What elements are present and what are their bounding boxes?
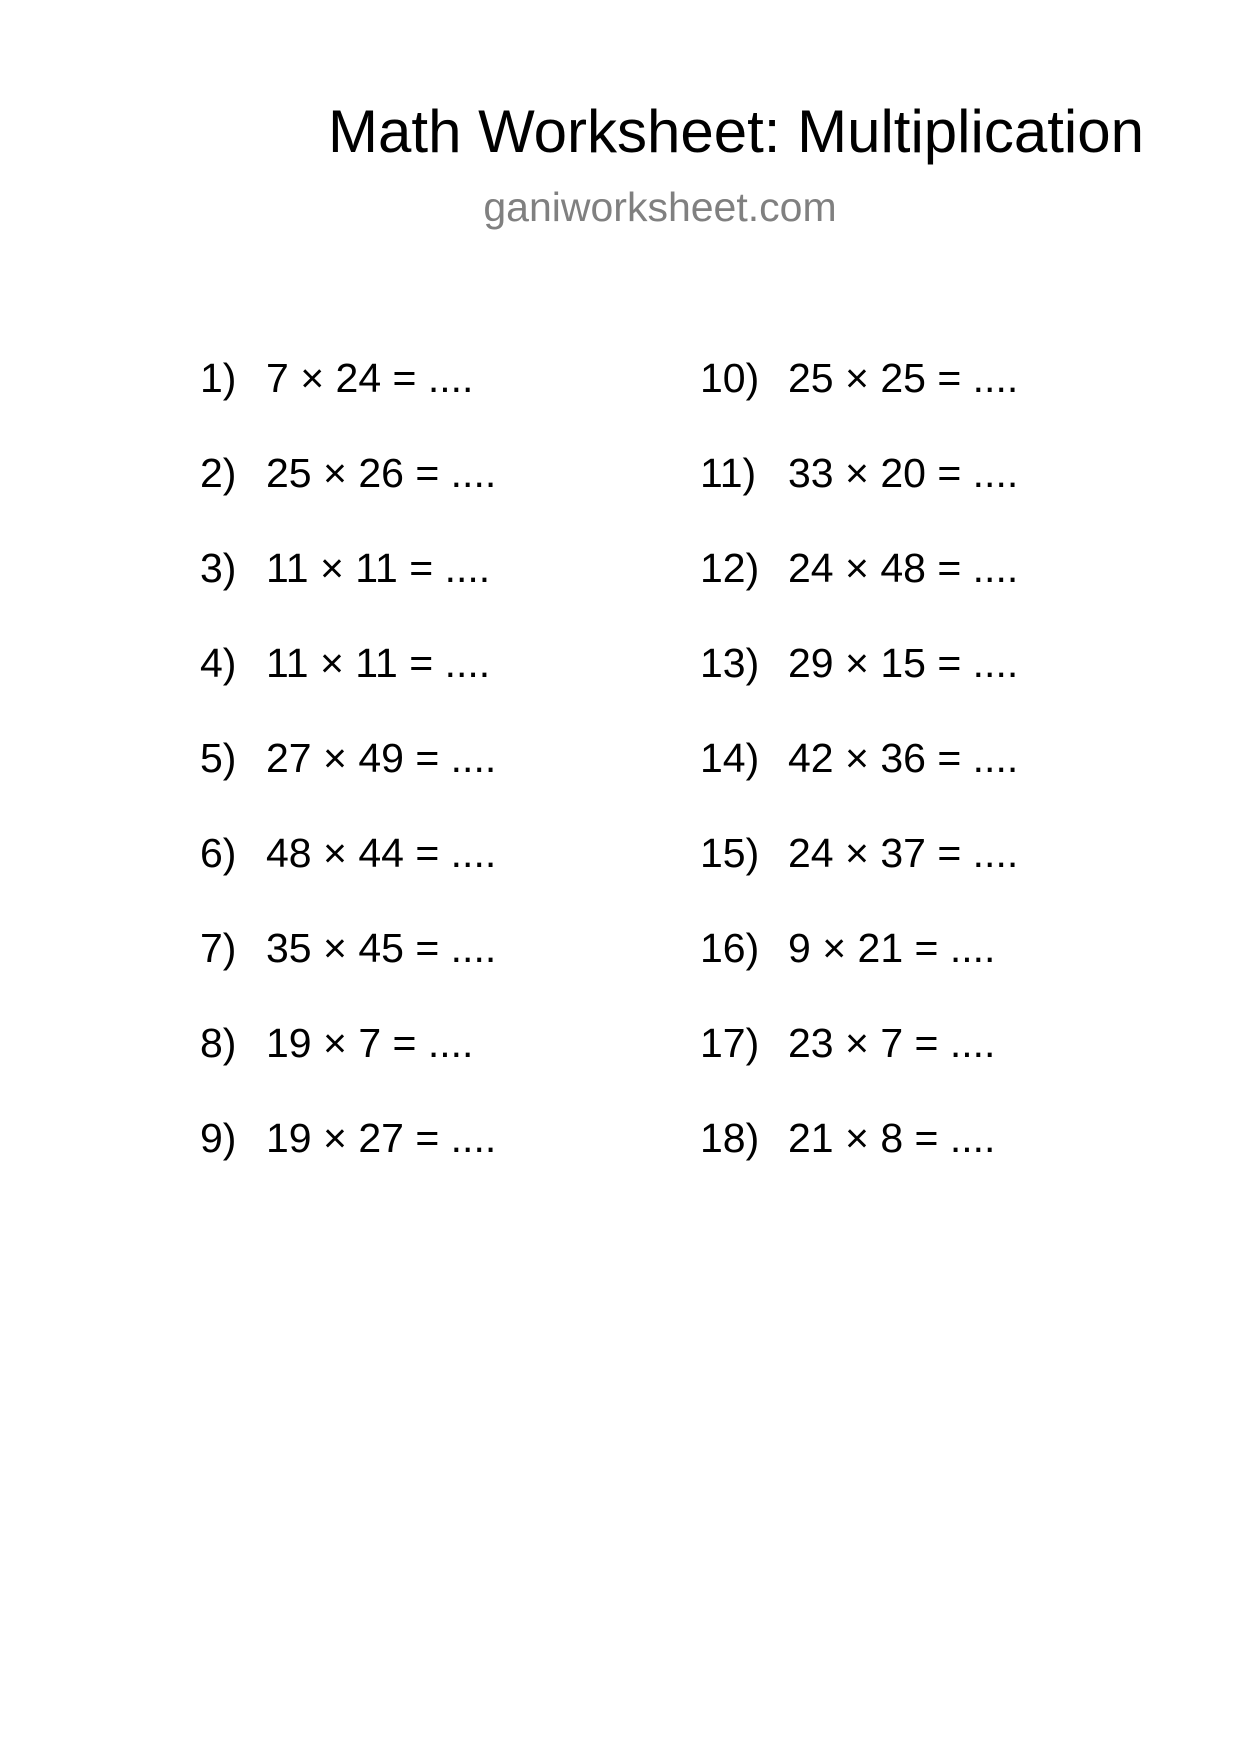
problem-number: 18): [700, 1115, 760, 1161]
page-title: Math Worksheet: Multiplication: [328, 98, 1144, 165]
problem-item: [700, 638, 1018, 733]
problem-item: [200, 353, 496, 448]
problem-expression: 7 × 24 = ....: [266, 355, 474, 401]
problem-number: 14): [700, 735, 760, 781]
problem-item: [700, 828, 1018, 923]
problem-item: [200, 543, 496, 638]
problem-item: [700, 1018, 1018, 1113]
problem-expression: 21 × 8 = ....: [788, 1115, 996, 1161]
problem-item: [700, 448, 1018, 543]
problem-item: [200, 448, 496, 543]
problem-item: [200, 828, 496, 923]
problem-item: [200, 1018, 496, 1113]
problem-item: [700, 733, 1018, 828]
problem-number: 16): [700, 925, 760, 971]
problem-expression: 25 × 26 = ....: [266, 450, 497, 496]
problem-expression: 29 × 15 = ....: [788, 640, 1019, 686]
problem-number: 13): [700, 640, 760, 686]
problem-item: [700, 1113, 1018, 1208]
problem-number: 12): [700, 545, 760, 591]
problem-number: 6): [200, 830, 237, 876]
problem-expression: 11 × 11 = ....: [266, 545, 491, 591]
problem-number: 17): [700, 1020, 760, 1066]
problem-column-right: [700, 353, 1018, 1208]
problem-expression: 24 × 37 = ....: [788, 830, 1019, 876]
problem-number: 10): [700, 355, 760, 401]
problem-expression: 25 × 25 = ....: [788, 355, 1019, 401]
problem-number: 11): [700, 450, 757, 496]
problem-column-left: [200, 353, 496, 1208]
problem-expression: 19 × 7 = ....: [266, 1020, 474, 1066]
problem-item: [700, 543, 1018, 638]
problem-expression: 33 × 20 = ....: [788, 450, 1019, 496]
problem-expression: 35 × 45 = ....: [266, 925, 497, 971]
problem-item: [200, 1113, 496, 1208]
problem-number: 5): [200, 735, 237, 781]
problem-number: 4): [200, 640, 237, 686]
problem-number: 3): [200, 545, 237, 591]
problem-item: [700, 923, 1018, 1018]
problem-number: 9): [200, 1115, 237, 1161]
problem-expression: 23 × 7 = ....: [788, 1020, 996, 1066]
problem-number: 1): [200, 355, 237, 401]
problem-expression: 9 × 21 = ....: [788, 925, 996, 971]
problem-item: [200, 733, 496, 828]
website-label: ganiworksheet.com: [483, 184, 837, 230]
problem-number: 15): [700, 830, 760, 876]
problem-expression: 19 × 27 = ....: [266, 1115, 497, 1161]
problem-item: [200, 923, 496, 1018]
problem-expression: 11 × 11 = ....: [266, 640, 491, 686]
problem-expression: 42 × 36 = ....: [788, 735, 1019, 781]
problem-number: 8): [200, 1020, 237, 1066]
problem-item: [700, 353, 1018, 448]
problem-expression: 48 × 44 = ....: [266, 830, 497, 876]
problem-expression: 24 × 48 = ....: [788, 545, 1019, 591]
problem-item: [200, 638, 496, 733]
problem-expression: 27 × 49 = ....: [266, 735, 497, 781]
problem-number: 2): [200, 450, 237, 496]
problem-number: 7): [200, 925, 237, 971]
